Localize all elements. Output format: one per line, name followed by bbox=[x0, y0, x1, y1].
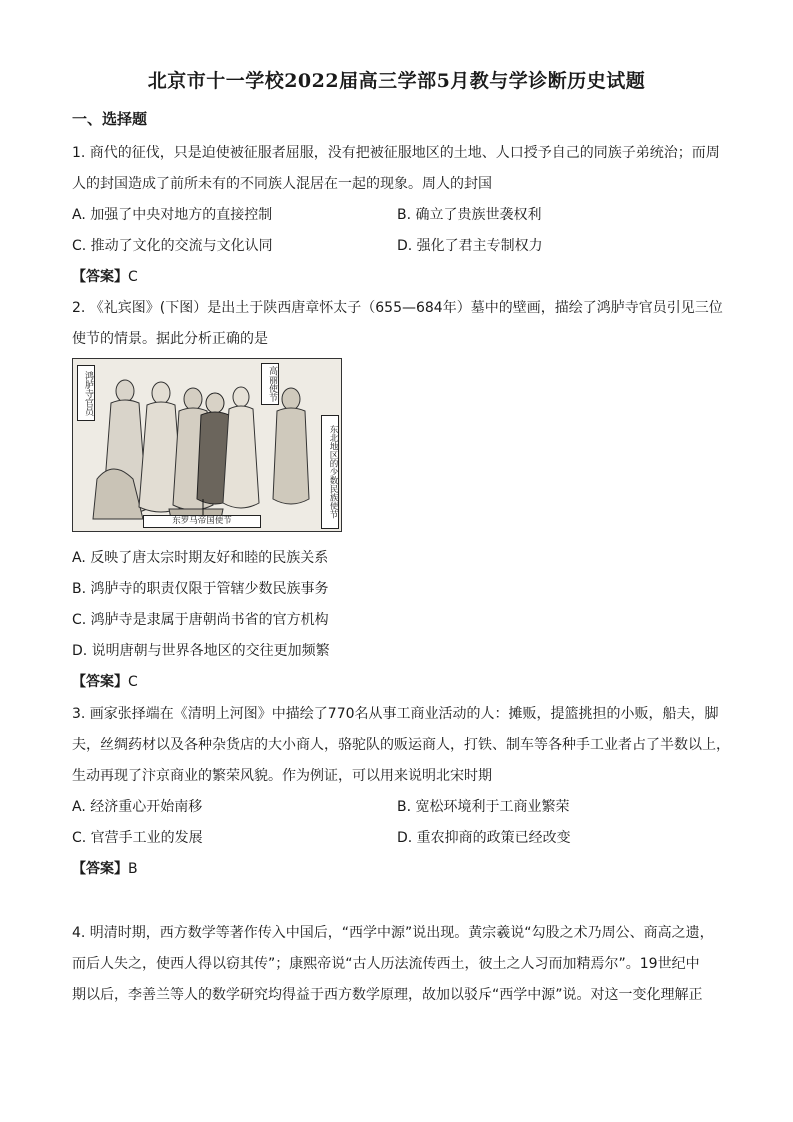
answer-tag: 【答案】 bbox=[72, 269, 128, 285]
q2-option-a: A. 反映了唐太宗时期友好和睦的民族关系 bbox=[72, 550, 329, 566]
q4-stem-line2: 而后人失之，使西人得以窃其传”；康熙帝说“古人历法流传西土，彼土之人习而加精焉尔”。19世纪中 bbox=[72, 956, 700, 972]
q1-option-d: D. 强化了君主专制权力 bbox=[397, 238, 543, 254]
q3-answer bbox=[72, 858, 138, 878]
q2-answer-value: C bbox=[128, 674, 138, 690]
q2-stem-line2: 使节的情景。据此分析正确的是 bbox=[72, 331, 268, 347]
q3-option-b: B. 宽松环境利于工商业繁荣 bbox=[397, 799, 570, 815]
q3-option-d: D. 重农抑商的政策已经改变 bbox=[397, 830, 571, 846]
mural-illustration bbox=[73, 359, 341, 531]
q1-stem-line2: 人的封国造成了前所未有的不同族人混居在一起的现象。周人的封国 bbox=[72, 176, 492, 192]
q1-option-a: A. 加强了中央对地方的直接控制 bbox=[72, 207, 273, 223]
q3-option-c: C. 官营手工业的发展 bbox=[72, 830, 203, 846]
q1-option-c: C. 推动了文化的交流与文化认同 bbox=[72, 238, 273, 254]
q3-stem-line1: 3. 画家张择端在《清明上河图》中描绘了770名从事工商业活动的人：摊贩，提篮挑担的小贩，船夫，脚 bbox=[72, 706, 719, 722]
q2-option-d: D. 说明唐朝与世界各地区的交往更加频繁 bbox=[72, 643, 330, 659]
label-goryeo-envoy: 高丽使节 bbox=[261, 363, 279, 405]
q1-stem-line1: 1. 商代的征伐，只是迫使被征服者屈服，没有把被征服地区的土地、人口授予自己的同族子弟统治；而周 bbox=[72, 145, 720, 161]
answer-tag: 【答案】 bbox=[72, 861, 128, 877]
mural-image bbox=[72, 358, 342, 532]
label-northeast-envoy: 东北地区的少数民族使节 bbox=[321, 415, 339, 529]
q3-answer-value: B bbox=[128, 861, 138, 877]
page-title: 北京市十一学校2022届高三学部5月教与学诊断历史试题 bbox=[147, 70, 646, 92]
q2-stem-line1: 2. 《礼宾图》(下图）是出土于陕西唐章怀太子（655—684年）墓中的壁画，描绘了鸿胪寺官员引见三位 bbox=[72, 300, 723, 316]
q4-stem-line3: 期以后，李善兰等人的数学研究均得益于西方数学原理，故加以驳斥“西学中源”说。对这一变化理解正 bbox=[72, 987, 703, 1003]
q1-option-b: B. 确立了贵族世袭权利 bbox=[397, 207, 542, 223]
label-honglu-official: 鸿胪寺官员 bbox=[77, 365, 95, 421]
label-rome-envoy: 东罗马帝国使节 bbox=[143, 515, 261, 528]
q1-answer bbox=[72, 266, 138, 286]
q3-option-a: A. 经济重心开始南移 bbox=[72, 799, 203, 815]
answer-tag: 【答案】 bbox=[72, 674, 128, 690]
q3-stem-line3: 生动再现了汴京商业的繁荣风貌。作为例证，可以用来说明北宋时期 bbox=[72, 768, 492, 784]
q4-stem-line1: 4. 明清时期，西方数学等著作传入中国后，“西学中源”说出现。黄宗羲说“勾股之术乃周公、商高之遗， bbox=[72, 925, 714, 941]
q3-stem-line2: 夫，丝绸药材以及各种杂货店的大小商人，骆驼队的贩运商人，打铁、制车等各种手工业者占了半数以上， bbox=[72, 737, 730, 753]
q1-answer-value: C bbox=[128, 269, 138, 285]
q2-option-b: B. 鸿胪寺的职责仅限于管辖少数民族事务 bbox=[72, 581, 329, 597]
section-heading: 一、选择题 bbox=[72, 110, 148, 128]
q2-option-c: C. 鸿胪寺是隶属于唐朝尚书省的官方机构 bbox=[72, 612, 329, 628]
q2-answer bbox=[72, 671, 138, 691]
